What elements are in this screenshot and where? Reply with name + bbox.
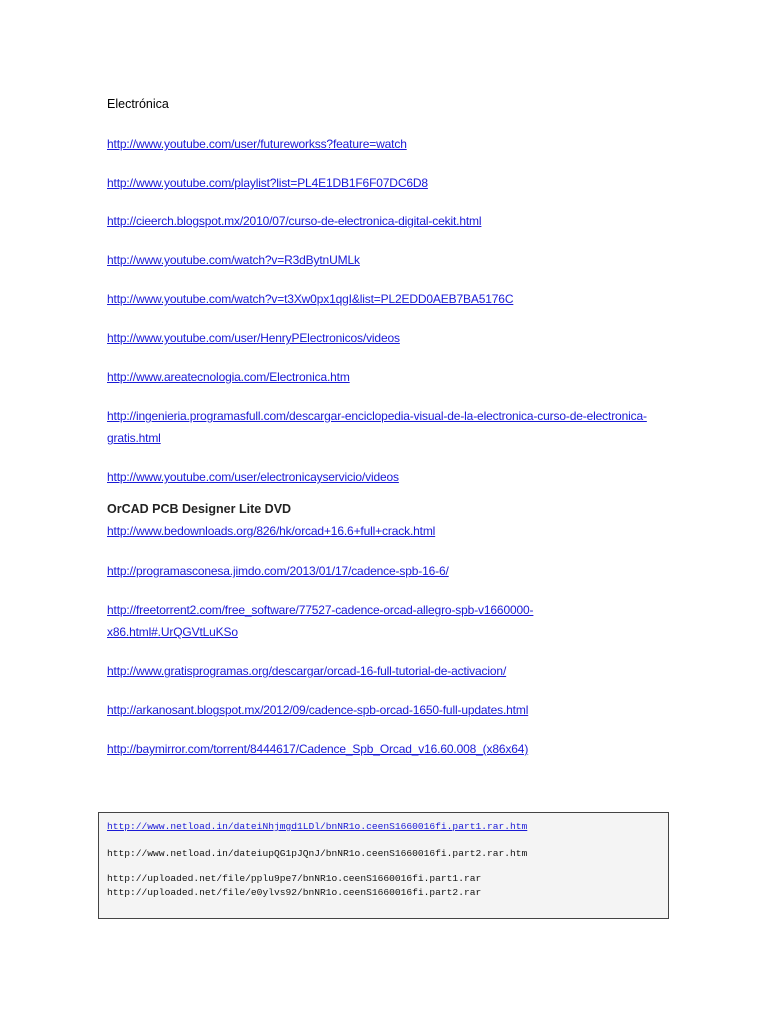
code-line-uploaded-part2: http://uploaded.net/file/e0ylvs92/bnNR1o.ceenS1660016fi.part2.rar — [107, 887, 482, 898]
link-arkanosant[interactable]: http://arkanosant.blogspot.mx/2012/09/cadence-spb-orcad-1650-full-updates.html — [107, 703, 529, 717]
link-electronicayservicio[interactable]: http://www.youtube.com/user/electronicayservicio/videos — [107, 470, 399, 484]
link-cieerch-blog[interactable]: http://cieerch.blogspot.mx/2010/07/curso-de-electronica-digital-cekit.html — [107, 214, 482, 228]
code-line-netload-part2: http://www.netload.in/dateiupQG1pJQnJ/bnNR1o.ceenS1660016fi.part2.rar.htm — [107, 848, 528, 859]
code-box — [98, 812, 669, 919]
link-freetorrent2[interactable]: http://freetorrent2.com/free_software/77527-cadence-orcad-allegro-spb-v1660000-x86.html#.UrQGVtLuKSo — [107, 603, 534, 639]
heading-orcad: OrCAD PCB Designer Lite DVD — [107, 502, 292, 516]
link-playlist[interactable]: http://www.youtube.com/playlist?list=PL4E1DB1F6F07DC6D8 — [107, 176, 428, 190]
heading-electronica: Electrónica — [107, 97, 169, 111]
link-futureworkss[interactable]: http://www.youtube.com/user/futureworkss?feature=watch — [107, 137, 407, 151]
link-baymirror[interactable]: http://baymirror.com/torrent/8444617/Cadence_Spb_Orcad_v16.60.008_(x86x64) — [107, 742, 529, 756]
link-areatecnologia[interactable]: http://www.areatecnologia.com/Electronica.htm — [107, 370, 350, 384]
link-youtube-watch-1[interactable]: http://www.youtube.com/watch?v=R3dBytnUMLk — [107, 253, 360, 267]
link-bedownloads[interactable]: http://www.bedownloads.org/826/hk/orcad+16.6+full+crack.html — [107, 524, 436, 538]
code-link-netload-part1[interactable]: http://www.netload.in/dateiNhjmgd1LDl/bnNR1o.ceenS1660016fi.part1.rar.htm — [107, 821, 528, 832]
link-youtube-watch-2[interactable]: http://www.youtube.com/watch?v=t3Xw0px1qgI&list=PL2EDD0AEB7BA5176C — [107, 292, 514, 306]
code-line-uploaded-part1: http://uploaded.net/file/pplu9pe7/bnNR1o.ceenS1660016fi.part1.rar — [107, 873, 482, 884]
link-ingenieria-programasfull[interactable]: http://ingenieria.programasfull.com/descargar-enciclopedia-visual-de-la-electronica-curso-de-electronica-gratis.html — [107, 409, 647, 445]
link-henryp-videos[interactable]: http://www.youtube.com/user/HenryPElectronicos/videos — [107, 331, 400, 345]
link-programasconesa[interactable]: http://programasconesa.jimdo.com/2013/01/17/cadence-spb-16-6/ — [107, 564, 449, 578]
link-gratisprogramas[interactable]: http://www.gratisprogramas.org/descargar/orcad-16-full-tutorial-de-activacion/ — [107, 664, 507, 678]
